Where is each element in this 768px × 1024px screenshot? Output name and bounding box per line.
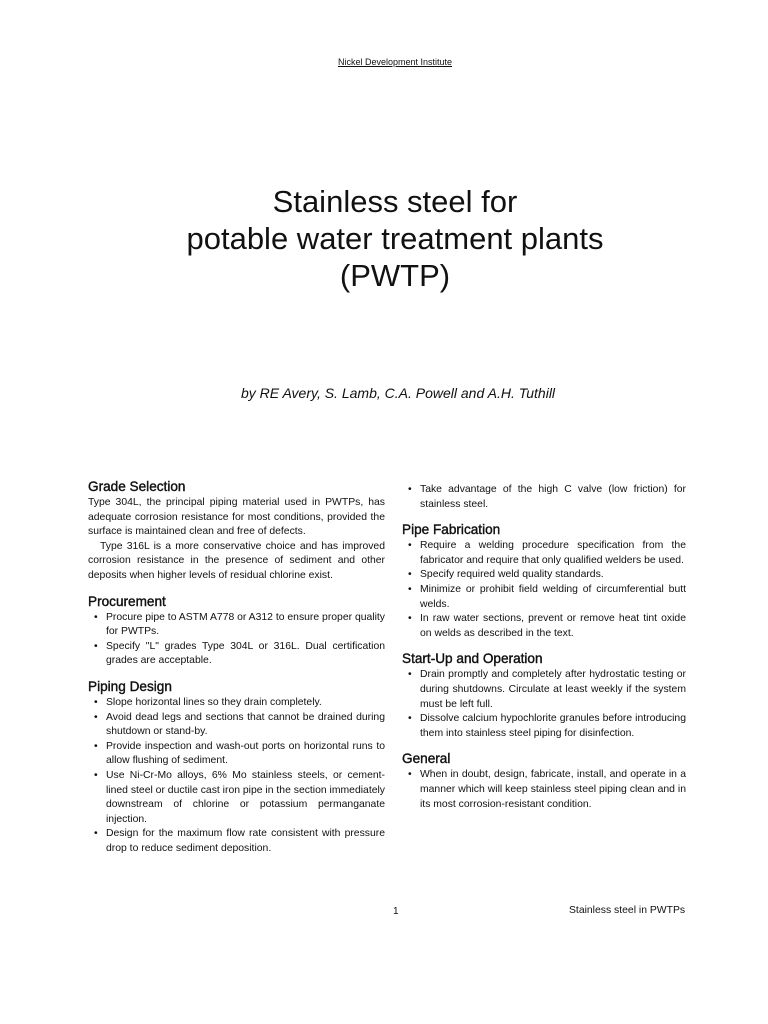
section-startup-operation [402, 651, 686, 741]
running-title: Stainless steel in PWTPs [569, 905, 686, 916]
list-item: • Avoid dead legs and sections that cannot be drained during shutdown or stand-by. [88, 711, 385, 740]
authors-byline: by RE Avery, S. Lamb, C.A. Powell and A.H. Tuthill [240, 385, 556, 401]
section-continued [402, 483, 686, 512]
list-item: • When in doubt, design, fabricate, install, and operate in a manner which will keep stainless steel piping clean and in its most corrosion-resistant condition. [402, 768, 686, 812]
section-pipe-fabrication [402, 522, 686, 641]
title-line-3: (PWTP) [339, 258, 451, 293]
list-item: • Use Ni-Cr-Mo alloys, 6% Mo stainless steels, or cement-lined steel or ductile cast iron pipe in the section immediately downstream of chlorine or potassium permanganate injection. [88, 769, 385, 827]
title-line-2: potable water treatment plants [186, 221, 604, 256]
list-item: • Procure pipe to ASTM A778 or A312 to ensure proper quality for PWTPs. [88, 611, 385, 640]
list-item: • Slope horizontal lines so they drain completely. [88, 696, 385, 711]
section-piping-design [88, 679, 385, 857]
list-item: • Require a welding procedure specification from the fabricator and require that only qualified welders be used. [402, 539, 686, 568]
document-title [0, 183, 768, 294]
section-heading: Start-Up and Operation [402, 651, 543, 667]
list-item: • Drain promptly and completely after hydrostatic testing or during shutdowns. Circulate at least weekly if the system must be left full. [402, 668, 686, 712]
right-column [402, 483, 686, 822]
section-heading: Procurement [88, 593, 166, 609]
title-line-1: Stainless steel for [272, 184, 518, 219]
list-item: • Take advantage of the high C valve (low friction) for stainless steel. [402, 483, 686, 512]
list-item: • Minimize or prohibit field welding of circumferential butt welds. [402, 583, 686, 612]
paragraph: Type 304L, the principal piping material used in PWTPs, has adequate corrosion resistance for most conditions, provided the surface is maintained clean and free of defects. [88, 497, 385, 538]
header-organization: Nickel Development Institute [337, 57, 453, 67]
bullet-list [402, 668, 686, 741]
section-grade-selection [88, 479, 385, 584]
list-item: • In raw water sections, prevent or remove heat tint oxide on welds as described in the text. [402, 612, 686, 641]
left-column [88, 479, 385, 866]
bullet-list [88, 696, 385, 857]
list-item: • Design for the maximum flow rate consistent with pressure drop to reduce sediment deposition. [88, 827, 385, 856]
page-number: 1 [393, 906, 399, 917]
section-heading: Pipe Fabrication [402, 522, 501, 538]
section-heading: Piping Design [88, 678, 172, 694]
section-general [402, 751, 686, 812]
section-heading: General [402, 751, 451, 767]
list-item: • Specify "L" grades Type 304L or 316L. Dual certification grades are acceptable. [88, 640, 385, 669]
section-procurement [88, 594, 385, 669]
bullet-list [402, 483, 686, 512]
paragraph: Type 316L is a more conservative choice and has improved corrosion resistance in the presence of sediment and other deposits when higher levels of residual chlorine exist. [88, 540, 385, 581]
section-heading: Grade Selection [88, 479, 186, 494]
list-item: • Provide inspection and wash-out ports on horizontal runs to allow flushing of sediment. [88, 740, 385, 769]
bullet-list [402, 539, 686, 641]
bullet-list [402, 768, 686, 812]
list-item: • Dissolve calcium hypochlorite granules before introducing them into stainless steel piping for disinfection. [402, 712, 686, 741]
list-item: • Specify required weld quality standards. [402, 568, 686, 583]
bullet-list [88, 611, 385, 669]
